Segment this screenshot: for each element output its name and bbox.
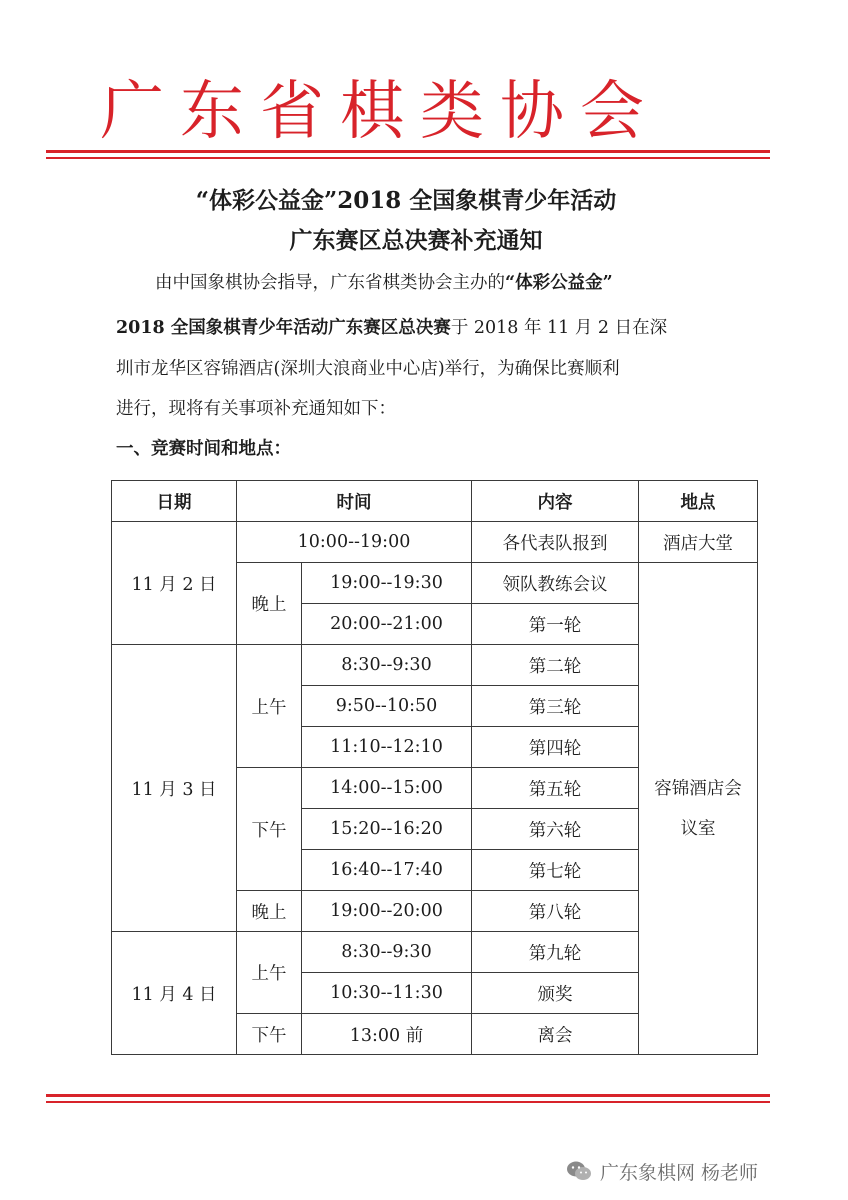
content-cell: 各代表队报到	[472, 522, 639, 563]
notice-title-line2: 广东赛区总决赛补充通知	[289, 227, 543, 254]
body-p2-rest: 于 2018 年 11 月 2 日在深	[450, 318, 668, 338]
wechat-watermark	[566, 1157, 758, 1185]
time-cell: 9:50--10:50	[302, 686, 472, 727]
content-cell: 第三轮	[472, 686, 639, 727]
footer-rule-thin	[46, 1101, 770, 1103]
time-cell: 11:10--12:10	[302, 727, 472, 768]
watermark-text: 广东象棋网 杨老师	[600, 1161, 759, 1184]
body-p1-bold: “体彩公益金”	[505, 273, 613, 293]
footer-rule-thick	[46, 1094, 770, 1097]
header-time: 时间	[237, 481, 472, 522]
time-cell: 15:20--16:20	[302, 809, 472, 850]
schedule-table	[111, 480, 758, 1055]
period-cell-morning: 上午	[237, 932, 302, 1014]
header-place: 地点	[639, 481, 758, 522]
period-cell-evening: 晚上	[237, 891, 302, 932]
content-cell: 第五轮	[472, 768, 639, 809]
letterhead-org-name: 广东省棋类协会	[100, 75, 660, 149]
letterhead-rule-thick	[46, 150, 770, 153]
table-row	[112, 522, 758, 563]
date-cell-day2: 11 月 3 日	[112, 645, 237, 932]
place-cell-lobby: 酒店大堂	[639, 522, 758, 563]
content-cell: 颁奖	[472, 973, 639, 1014]
venue-line2: 议室	[680, 818, 716, 839]
date-cell-day1: 11 月 2 日	[112, 522, 237, 645]
body-paragraph-line2	[116, 318, 736, 338]
period-cell-afternoon: 下午	[237, 768, 302, 891]
body-p1-prefix: 由中国象棋协会指导，广东省棋类协会主办的	[155, 273, 505, 293]
wechat-icon	[566, 1160, 592, 1182]
time-cell: 13:00 前	[302, 1014, 472, 1055]
body-paragraph-line4: 进行，现将有关事项补充通知如下：	[116, 399, 396, 419]
content-cell: 领队教练会议	[472, 563, 639, 604]
notice-title-line1: “体彩公益金”2018 全国象棋青少年活动	[195, 187, 617, 214]
letterhead-rule-thin	[46, 157, 770, 159]
content-cell: 第四轮	[472, 727, 639, 768]
time-cell: 10:00--19:00	[237, 522, 472, 563]
content-cell: 第二轮	[472, 645, 639, 686]
body-p2-bold: 2018 全国象棋青少年活动广东赛区总决赛	[116, 318, 451, 338]
time-cell: 19:00--20:00	[302, 891, 472, 932]
time-cell: 16:40--17:40	[302, 850, 472, 891]
period-cell-evening: 晚上	[237, 563, 302, 645]
content-cell: 第六轮	[472, 809, 639, 850]
time-cell: 20:00--21:00	[302, 604, 472, 645]
period-cell-morning: 上午	[237, 645, 302, 768]
place-cell-venue	[639, 563, 758, 1055]
time-cell: 14:00--15:00	[302, 768, 472, 809]
content-cell: 第九轮	[472, 932, 639, 973]
content-cell: 第八轮	[472, 891, 639, 932]
table-header-row	[112, 481, 758, 522]
time-cell: 8:30--9:30	[302, 645, 472, 686]
section-heading-time-place: 一、竞赛时间和地点：	[116, 439, 291, 459]
content-cell: 离会	[472, 1014, 639, 1055]
period-cell-afternoon: 下午	[237, 1014, 302, 1055]
venue-line1: 容锦酒店会	[654, 778, 742, 799]
body-paragraph-line3: 圳市龙华区容锦酒店(深圳大浪商业中心店)举行，为确保比赛顺利	[116, 359, 620, 379]
body-paragraph-line1	[155, 273, 775, 293]
header-content: 内容	[472, 481, 639, 522]
date-cell-day3: 11 月 4 日	[112, 932, 237, 1055]
content-cell: 第七轮	[472, 850, 639, 891]
time-cell: 8:30--9:30	[302, 932, 472, 973]
time-cell: 10:30--11:30	[302, 973, 472, 1014]
header-date: 日期	[112, 481, 237, 522]
time-cell: 19:00--19:30	[302, 563, 472, 604]
content-cell: 第一轮	[472, 604, 639, 645]
